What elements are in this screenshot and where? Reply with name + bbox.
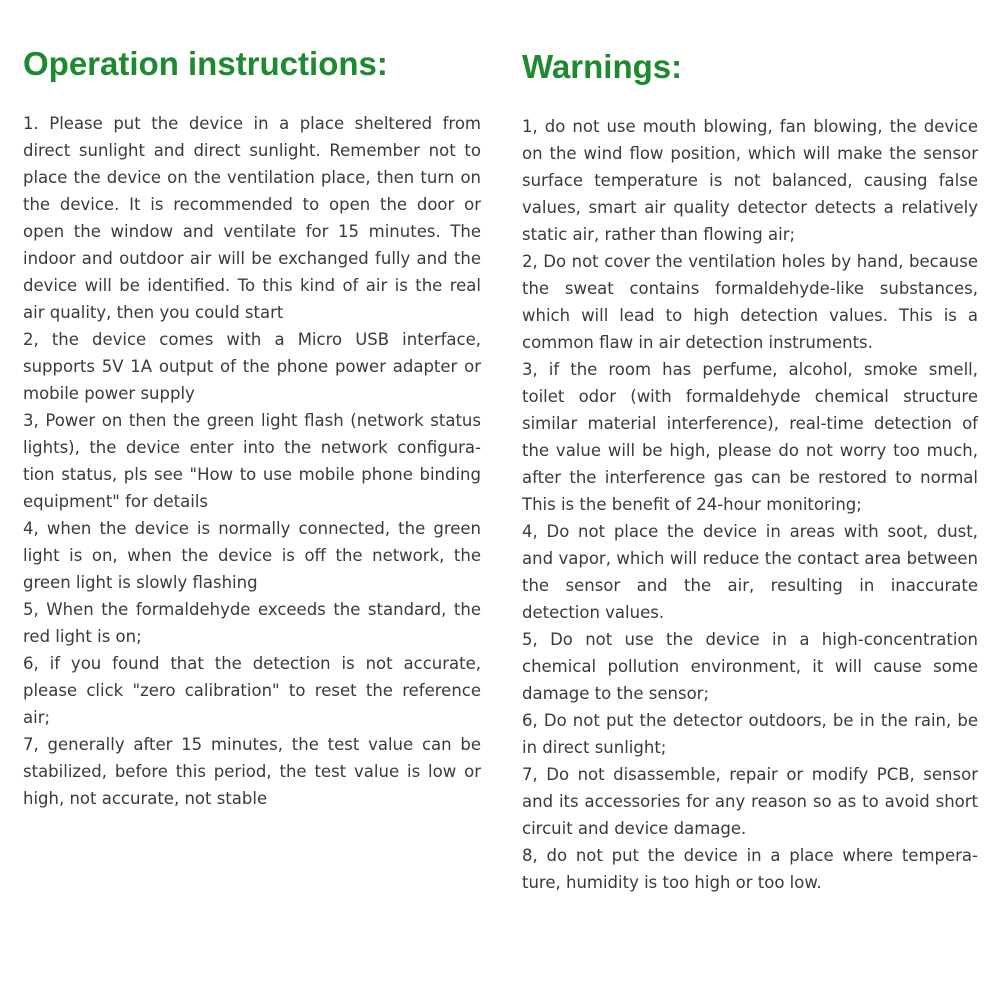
operation-item-3: 3, Power on then the green light flash (network status lights), the device enter into the network configura- tion status, pls see "How to use mobile phone binding equipment" for details [23, 411, 481, 511]
warning-item-1: 1, do not use mouth blowing, fan blowing, the device on the wind flow position, which will make the sensor surface temperature is not balanced, causing false values, smart air quality detector detects a relatively static air, rather than flowing air; [522, 117, 978, 244]
operation-item-1: 1. Please put the device in a place sheltered from direct sunlight and direct sunlight. Remember not to place the device on the ventilation place, then turn on the device. It is recommended to open the door or open the window and ventilate for 15 minutes. The indoor and outdoor air will be exchanged fully and the device will be identified. To this kind of air is the real air quality, then you could start [23, 114, 481, 322]
operation-item-5: 5, When the formaldehyde exceeds the standard, the red light is on; [23, 600, 481, 646]
operation-instructions-heading: Operation instructions: [23, 45, 388, 82]
operation-item-4: 4, when the device is normally connected, the green light is on, when the device is off the network, the green light is slowly flashing [23, 519, 481, 592]
warning-item-7: 7, Do not disassemble, repair or modify PCB, sensor and its accessories for any reason so as to avoid short circuit and device damage. [522, 765, 978, 838]
warning-item-8: 8, do not put the device in a place where tempera- ture, humidity is too high or too low. [522, 846, 978, 892]
warning-item-6: 6, Do not put the detector outdoors, be in the rain, be in direct sunlight; [522, 711, 978, 757]
operation-instructions-list [23, 110, 481, 812]
warning-item-5: 5, Do not use the device in a high-concentration chemical pollution environment, it will cause some damage to the sensor; [522, 630, 978, 703]
operation-item-7: 7, generally after 15 minutes, the test value can be stabilized, before this period, the test value is low or high, not accurate, not stable [23, 735, 481, 808]
warning-item-4: 4, Do not place the device in areas with soot, dust, and vapor, which will reduce the contact area between the sensor and the air, resulting in inaccurate detection values. [522, 522, 978, 622]
warnings-list [522, 113, 978, 896]
operation-item-6: 6, if you found that the detection is not accurate, please click "zero calibration" to reset the reference air; [23, 654, 481, 727]
warning-item-3: 3, if the room has perfume, alcohol, smoke smell, toilet odor (with formaldehyde chemical structure similar material interference), real-time detection of the value will be high, please do not worry too much, after the interference gas can be restored to normal This is the benefit of 24-hour monitoring; [522, 360, 978, 514]
warnings-heading: Warnings: [522, 48, 683, 85]
operation-item-2: 2, the device comes with a Micro USB interface, supports 5V 1A output of the phone power adapter or mobile power supply [23, 330, 481, 403]
warning-item-2: 2, Do not cover the ventilation holes by hand, because the sweat contains formaldehyde-like substances, which will lead to high detection values. This is a common flaw in air detection instruments. [522, 252, 978, 352]
